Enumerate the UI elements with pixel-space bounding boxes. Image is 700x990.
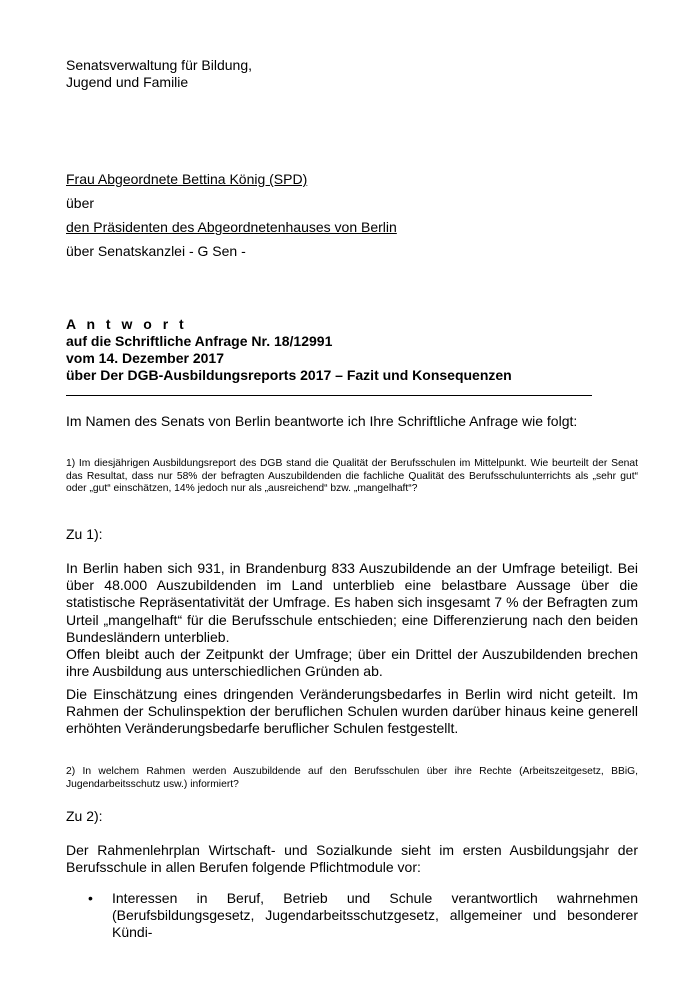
answer-1-paragraph-1: In Berlin haben sich 931, in Brandenburg 833 Auszubildende an der Umfrage beteiligt. Bei über 48.000 Auszubildenden im Land unterblieb eine belastbare Aussage über die statistische Repräsentativität der Umfrage. Es haben sich insgesamt 7 % der Befragten zum Urteil „mangelhaft“ für die Berufsschule entschieden; eine Differenzierung nach den beiden Bundesländern unterblieb. [66,560,638,645]
answer-2-paragraph-1: Der Rahmenlehrplan Wirtschaft- und Sozialkunde sieht im ersten Ausbildungsjahr der Berufsschule in allen Berufen folgende Pflichtmodule vor: [66,842,638,876]
via-line-1: über [66,195,95,211]
bullet-item-1: Interessen in Beruf, Betrieb und Schule verantwortlich wahrnehmen (Berufsbildungsgesetz, Jugendarbeitsschutzgesetz, allgemeiner und besonderer Kündi- [112,890,638,941]
answer-1-paragraph-2: Offen bleibt auch der Zeitpunkt der Umfrage; über ein Drittel der Auszubildenden brechen ihre Ausbildung aus unterschiedlichen Gründen ab. [66,646,638,680]
sender-line-1: Senatsverwaltung für Bildung, [66,57,252,73]
via-line-2: über Senatskanzlei - G Sen - [66,243,246,259]
heading-divider [66,395,592,396]
intro-text: Im Namen des Senats von Berlin beantworte ich Ihre Schriftliche Anfrage wie folgt: [66,413,578,429]
sender-line-2: Jugend und Familie [66,74,189,90]
question-1: 1) Im diesjährigen Ausbildungsreport des DGB stand die Qualität der Berufsschulen im Mittelpunkt. Wie beurteilt der Senat das Resultat, dass nur 58% der befragten Auszubildenden die fachliche Qualität des Berufsschulunterrichts als „sehr gut“ oder „gut“ einschätzen, 14% jedoch nur als „ausreichend“ bzw. „mangelhaft“? [66,458,638,494]
answer-title: A n t w o r t [66,316,188,332]
answer-1-paragraph-3: Die Einschätzung eines dringenden Veränderungsbedarfes in Berlin wird nicht geteilt. Im Rahmen der Schulinspektion der beruflichen Schulen wurden darüber hinaus keine generell erhöhten Veränderungsbedarfe beruflicher Schulen festgestellt. [66,686,638,737]
request-subject: über Der DGB-Ausbildungsreports 2017 – Fazit und Konsequenzen [66,367,512,383]
request-number: auf die Schriftliche Anfrage Nr. 18/12991 [66,333,333,349]
sender-block [66,57,252,91]
recipient: Frau Abgeordnete Bettina König (SPD) [66,171,308,187]
heading-block [66,316,512,384]
answer-1-label: Zu 1): [66,526,103,542]
president-line: den Präsidenten des Abgeordnetenhauses von Berlin [66,219,397,235]
answer-2-label: Zu 2): [66,808,103,824]
bullet-symbol: • [88,890,93,906]
request-date: vom 14. Dezember 2017 [66,350,224,366]
question-2: 2) In welchem Rahmen werden Auszubildende auf den Berufsschulen über ihre Rechte (Arbeitszeitgesetz, BBiG, Jugendarbeitsschutz usw.) informiert? [66,766,638,790]
